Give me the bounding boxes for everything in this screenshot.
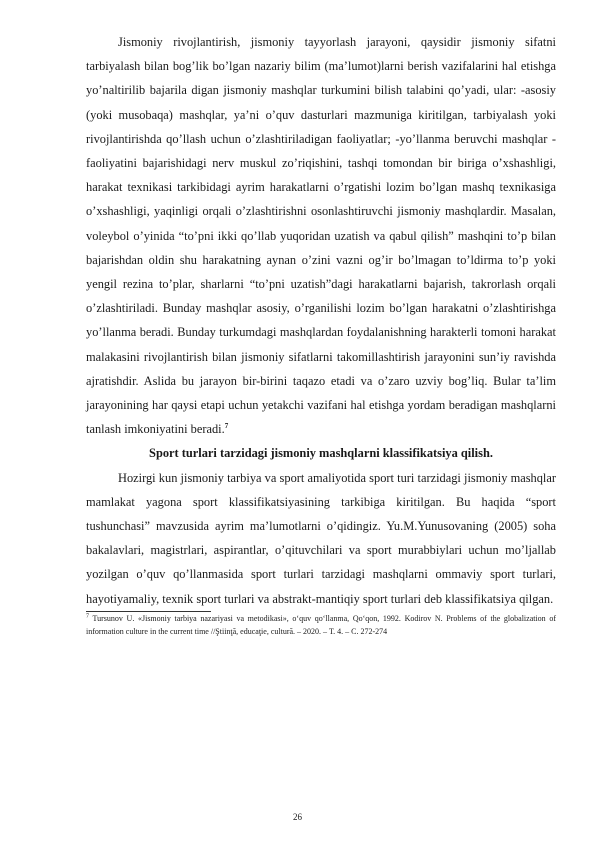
section-heading: Sport turlari tarzidagi jismoniy mashqlarni klassifikatsiya qilish. bbox=[149, 446, 493, 461]
footnote-text: Tursunov U. «Jismoniy tarbiya nazariyasi va metodikasi», o‘quv qo‘llanma, Qo‘qon, 1992. Kodirov N. Problems of the globalization of information culture in the current time //Ştiinţă, educaţie, cultură. – 2020. – Т. 4. – С. 272-274 bbox=[86, 613, 557, 636]
body-paragraph-1 bbox=[86, 30, 556, 441]
footnote bbox=[86, 612, 556, 638]
paragraph-1-text: Jismoniy rivojlantirish, jismoniy tayyorlash jarayoni, qaysidir jismoniy sifatni tarbiyalash bilan bog’lik bo’lgan nazariy bilim (ma’lumot)larni berish vazifalarini hal etishga yo’naltirilib bajarila digan jismoniy mashqlar turkumini bilish talabini qo’yadi, ular: -asosiy (yoki musobaqa) mashqlar, ya’ni o’quv dasturlari mazmuniga kiritilgan, tarbiyalash yoki rivojlantirishda qo’llash uchun o’zlashtiriladigan faoliyatlar; -yo’llanma beruvchi mashqlar - faoliyatini bajarishidagi nerv muskul zo’riqishini, tashqi tomondan bir biriga o’xshashligi, harakat texnikasi tarkibidagi ayrim harakatlarni o’rgatishi lozim bo’lgan mashq texnikasiga o’xshashligi, yaqinligi orqali o’zlashtirishni osonlashtiruvchi jismoniy mashqlardir. Masalan, voleybol o’yinida “to’pni ikki qo’llab yuqoridan uzatish va qabul qilish” mashqini to’p bilan bajarishdan oldin shu harakatning aynan o’zini vazni og’ir bo’lmagan to’ldirma to’p yoki yengil rezina to’plar, sharlarni “to’pni uzatish”dagi harakatlarni bajarish, takrorlash orqali o’zlashtiriladi. Bunday mashqlar asosiy, o’rganilishi lozim bo’lgan harakatni o’zlashtirishga yo’llanma beradi. Bunday turkumdagi mashqlardan foydalanishning harakterli tomoni harakat malakasini rivojlantirish bilan jismoniy sifatlarni takomillashtirish jarayonini sun’iy ravishda ajratishdir. Aslida bu jarayon bir-birini taqazo etadi va o’zaro uzviy bog’liq. Bular ta’lim jarayonining har qaysi etapi uchun yetakchi vazifani hal etishga yordam beradigan mashqlarni tanlash imkoniyatini beradi. bbox=[86, 35, 556, 437]
body-paragraph-2: Hozirgi kun jismoniy tarbiya va sport amaliyotida sport turi tarzidagi jismoniy mashqlar mamlakat yagona sport klassifikatsiyasining tarkibiga kiritilgan. Bu haqida “sport tushunchasi” mavzusida ayrim ma’lumotlarni o’qidingiz. Yu.M.Yunusovaning (2005) soha bakalavlari, magistrlari, aspirantlar, o’qituvchilari va sport murabbiylari uchun mo’ljallab yozilgan o’quv qo’llanmasida sport turlari tarzidagi mashqlarni ommaviy sport turlari, hayotiyamaliy, texnik sport turlari va abstrakt-mantiqiy sport turlari deb klassifikatsiya qilgan. bbox=[86, 470, 556, 606]
page-number: 26 bbox=[293, 812, 302, 822]
document-page bbox=[86, 30, 556, 638]
footnote-reference: 7 bbox=[224, 422, 229, 431]
footnote-number: 7 bbox=[86, 613, 89, 620]
